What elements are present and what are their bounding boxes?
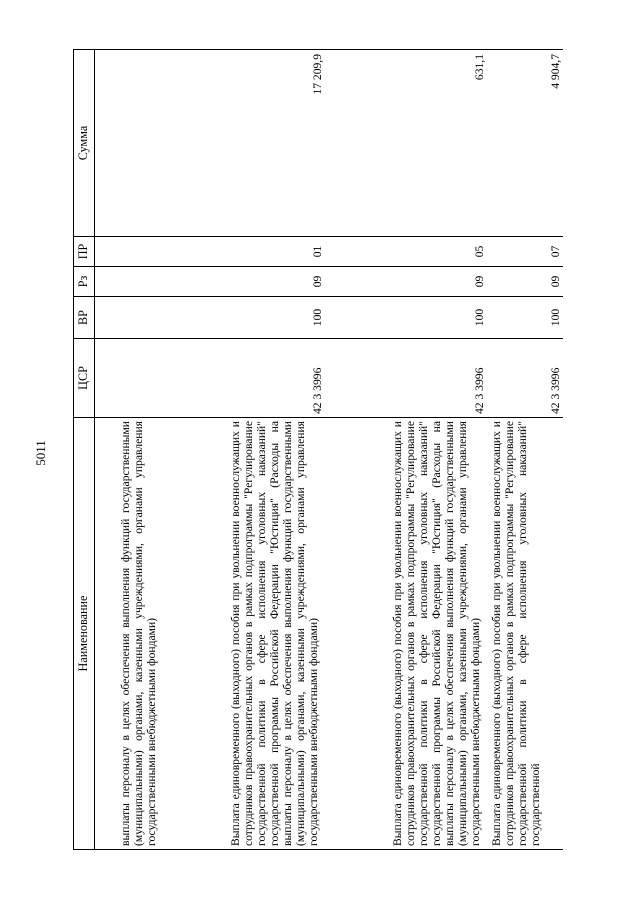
header-csr: ЦСР [74,339,95,418]
row-vr [95,297,163,339]
row-rz [95,267,163,297]
row-name: Выплата единовременного (выходного) пособия при увольнении военнослужащих и сотрудников правоохранительных органов в рамках подпрограммы "Регулирование государственной политики в сфере исполнения уголовных наказаний" государственной программы Российской Федерации "Юстиция" (Расходы на выплаты персоналу в целях обеспечения выполнения функций государственными (муниципальными) органами, казенными учреждениями, органами управления государственными внебюджетными фондами) [163,418,325,850]
row-pr: 05 [325,237,487,267]
header-sum: Сумма [74,50,95,237]
row-rz: 09 [325,267,487,297]
budget-table [73,49,563,850]
table-row [163,50,325,850]
table-row [325,50,487,850]
header-rz: Рз [74,267,95,297]
row-sum: 631,1 [325,50,487,237]
row-sum [95,50,163,237]
row-rz: 09 [163,267,325,297]
budget-table-rotated [73,50,613,850]
row-vr: 100 [325,297,487,339]
row-sum: 4 904,7 [487,50,563,237]
page-number: 5011 [33,440,48,466]
table-row [95,50,163,850]
row-pr: 01 [163,237,325,267]
row-vr: 100 [163,297,325,339]
row-rz: 09 [487,267,563,297]
row-sum: 17 209,9 [163,50,325,237]
row-name: выплаты персоналу в целях обеспечения выполнения функций государственными (муниципальными) органами, казенными учреждениями, органами управления государственными внебюджетными фондами) [95,418,163,850]
row-csr [95,339,163,418]
row-csr: 42 3 3996 [487,339,563,418]
row-csr: 42 3 3996 [325,339,487,418]
table-header-row [74,50,95,850]
row-name: Выплата единовременного (выходного) пособия при увольнении военнослужащих и сотрудников правоохранительных органов в рамках подпрограммы "Регулирование государственной политики в сфере исполнения уголовных наказаний" государственной программы Российской Федерации "Юстиция" (Расходы на выплаты персоналу в целях обеспечения выполнения функций государственными (муниципальными) органами, казенными учреждениями, органами управления государственными внебюджетными фондами) [325,418,487,850]
header-vr: ВР [74,297,95,339]
row-csr: 42 3 3996 [163,339,325,418]
row-vr: 100 [487,297,563,339]
row-pr: 07 [487,237,563,267]
header-name: Наименование [74,418,95,850]
table-row [487,50,563,850]
row-pr [95,237,163,267]
header-pr: ПР [74,237,95,267]
row-name: Выплата единовременного (выходного) пособия при увольнении военнослужащих и сотрудников правоохранительных органов в рамках подпрограммы "Регулирование государственной политики в сфере исполнения уголовных наказаний" государственной [487,418,563,850]
